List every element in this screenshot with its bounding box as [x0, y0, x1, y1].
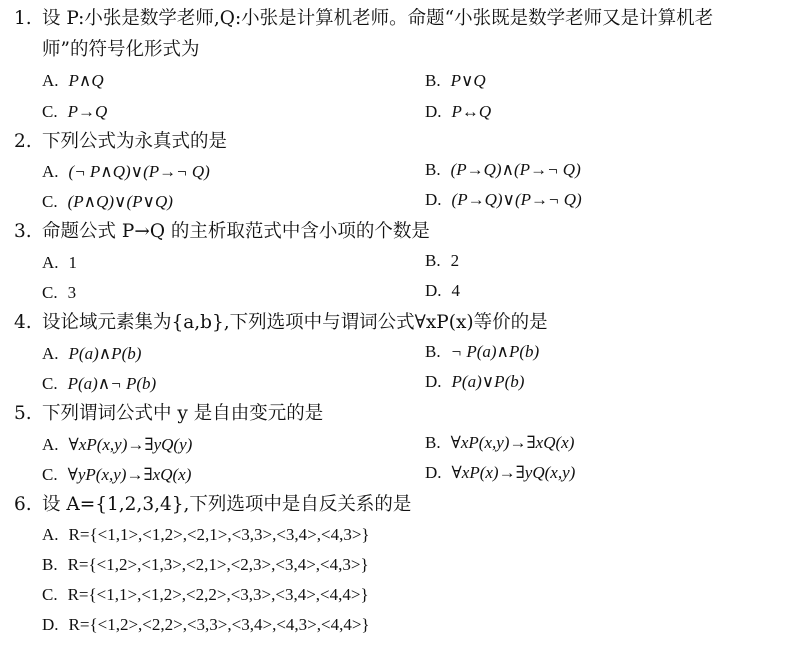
option-c[interactable] — [42, 100, 107, 124]
option-b[interactable] — [425, 69, 486, 93]
option-b[interactable] — [425, 340, 539, 364]
question-4 — [14, 311, 548, 335]
question-1 — [14, 7, 713, 31]
option-text: R={<1,1>,<1,2>,<2,2>,<3,3>,<3,4>,<4,4>} — [67, 585, 369, 604]
option-text: ∀yP(x,y)→∃xQ(x) — [67, 465, 192, 484]
question-stem: 设论域元素集为{a,b},下列选项中与谓词公式∀xP(x)等价的是 — [42, 312, 548, 333]
option-letter: C. — [42, 192, 58, 211]
option-text: R={<1,2>,<2,2>,<3,3>,<3,4>,<4,3>,<4,4>} — [68, 615, 370, 634]
option-text: (P→Q)∧(P→¬ Q) — [450, 160, 581, 179]
question-stem: 下列公式为永真式的是 — [42, 131, 228, 152]
question-stem-continued: 师”的符号化形式为 — [42, 39, 200, 60]
question-number: 3. — [14, 221, 32, 242]
option-text: (¬ P∧Q)∨(P→¬ Q) — [68, 162, 210, 181]
option-letter: A. — [42, 253, 59, 272]
question-6 — [14, 493, 411, 517]
option-letter: D. — [425, 102, 442, 121]
option-text: P(a)∧P(b) — [68, 344, 142, 363]
option-letter: C. — [42, 102, 58, 121]
option-c[interactable] — [42, 583, 369, 607]
option-letter: B. — [425, 342, 441, 361]
option-letter: A. — [42, 162, 59, 181]
question-stem: 设 P:小张是数学老师,Q:小张是计算机老师。命题“小张既是数学老师又是计算机老 — [42, 8, 714, 29]
option-text: R={<1,2>,<1,3>,<2,1>,<2,3>,<3,4>,<4,3>} — [67, 555, 369, 574]
option-c[interactable] — [42, 190, 173, 214]
question-number: 5. — [14, 403, 32, 424]
option-letter: A. — [42, 71, 59, 90]
option-d[interactable] — [425, 100, 491, 124]
option-letter: C. — [42, 374, 58, 393]
option-letter: B. — [425, 71, 441, 90]
option-letter: D. — [42, 615, 59, 634]
option-letter: A. — [42, 525, 59, 544]
option-d[interactable] — [425, 279, 460, 303]
question-stem: 设 A={1,2,3,4},下列选项中是自反关系的是 — [42, 494, 412, 515]
option-letter: D. — [425, 372, 442, 391]
option-text: ∀xP(x)→∃yQ(x,y) — [451, 463, 576, 482]
option-letter: B. — [42, 555, 58, 574]
option-text: (P→Q)∨(P→¬ Q) — [451, 190, 582, 209]
option-letter: B. — [425, 251, 441, 270]
option-d[interactable] — [425, 461, 575, 485]
option-text: 4 — [451, 281, 461, 300]
option-text: P(a)∧¬ P(b) — [67, 374, 157, 393]
option-c[interactable] — [42, 372, 156, 396]
option-letter: D. — [425, 281, 442, 300]
option-text: P∨Q — [450, 71, 486, 90]
option-d[interactable] — [425, 370, 524, 394]
option-text: P(a)∨P(b) — [451, 372, 525, 391]
option-text: P∧Q — [68, 71, 104, 90]
option-text: ∀xP(x,y)→∃yQ(y) — [68, 435, 193, 454]
question-number: 4. — [14, 312, 32, 333]
option-b[interactable] — [425, 249, 459, 273]
question-number: 2. — [14, 131, 32, 152]
question-stem: 命题公式 P→Q 的主析取范式中含小项的个数是 — [42, 221, 430, 242]
option-text: R={<1,1>,<1,2>,<2,1>,<3,3>,<3,4>,<4,3>} — [68, 525, 370, 544]
option-text: P→Q — [67, 102, 108, 121]
option-letter: A. — [42, 344, 59, 363]
option-a[interactable] — [42, 523, 370, 547]
option-a[interactable] — [42, 160, 210, 184]
question-stem: 下列谓词公式中 y 是自由变元的是 — [42, 403, 324, 424]
option-letter: B. — [425, 160, 441, 179]
option-a[interactable] — [42, 342, 141, 366]
question-3 — [14, 220, 430, 244]
option-letter: D. — [425, 463, 442, 482]
option-text: 1 — [68, 253, 78, 272]
option-text: ∀xP(x,y)→∃xQ(x) — [450, 433, 575, 452]
question-number: 1. — [14, 8, 32, 29]
option-b[interactable] — [425, 431, 574, 455]
option-b[interactable] — [42, 553, 369, 577]
option-d[interactable] — [425, 188, 582, 212]
option-a[interactable] — [42, 433, 192, 457]
option-a[interactable] — [42, 251, 77, 275]
option-text: P↔Q — [451, 102, 492, 121]
question-2 — [14, 130, 227, 154]
option-b[interactable] — [425, 158, 581, 182]
option-c[interactable] — [42, 281, 76, 305]
option-text: ¬ P(a)∧P(b) — [450, 342, 540, 361]
option-letter: B. — [425, 433, 441, 452]
option-text: 3 — [67, 283, 77, 302]
question-number: 6. — [14, 494, 32, 515]
option-c[interactable] — [42, 463, 191, 487]
option-text: 2 — [450, 251, 460, 270]
question-5 — [14, 402, 323, 426]
option-letter: C. — [42, 585, 58, 604]
option-letter: A. — [42, 435, 59, 454]
option-d[interactable] — [42, 613, 370, 637]
option-letter: D. — [425, 190, 442, 209]
option-letter: C. — [42, 465, 58, 484]
option-letter: C. — [42, 283, 58, 302]
option-a[interactable] — [42, 69, 104, 93]
option-text: (P∧Q)∨(P∨Q) — [67, 192, 173, 211]
